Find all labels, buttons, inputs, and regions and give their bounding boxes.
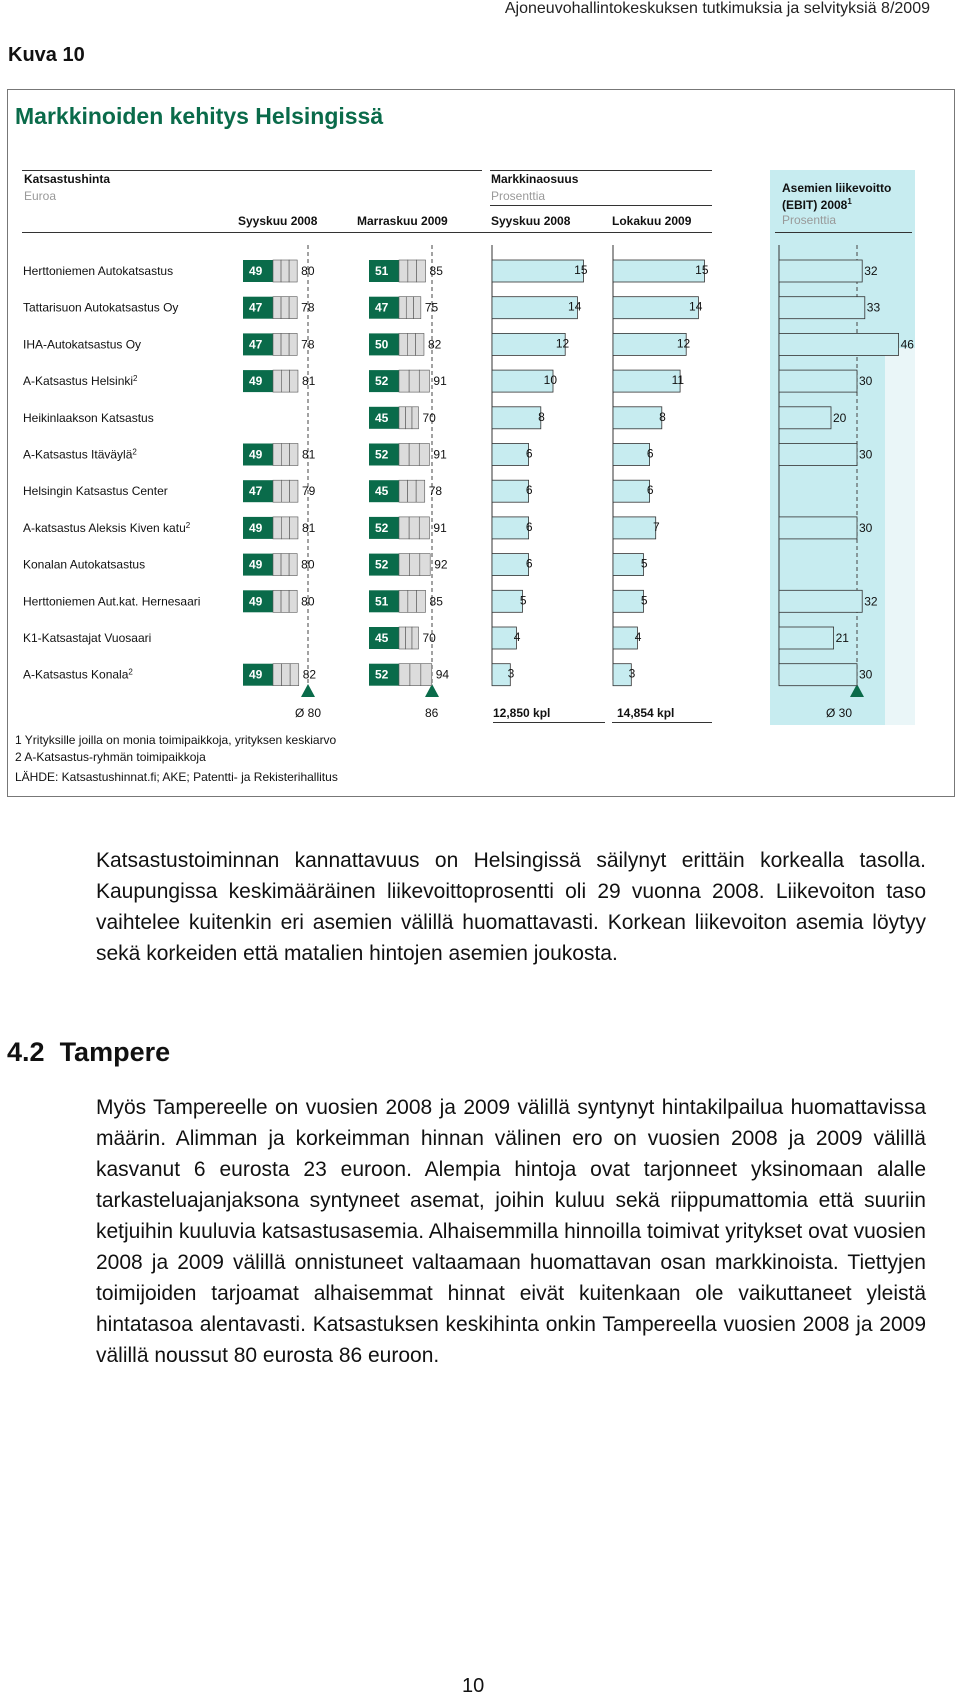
price-range-segment <box>408 480 417 502</box>
price-col1-header: Syyskuu 2008 <box>238 214 318 228</box>
avg-price-2008: Ø 80 <box>295 706 322 720</box>
price-min-label: 49 <box>249 594 263 609</box>
price-max-label: 70 <box>422 631 436 645</box>
total-share-2008: 12,850 kpl <box>493 706 551 720</box>
source-note: LÄHDE: Katsastushinnat.fi; AKE; Patentti- ja Rekisterihallitus <box>15 770 338 784</box>
share-label: 12 <box>555 336 570 351</box>
price-min-label: 49 <box>249 264 263 278</box>
share-label: 4 <box>634 630 642 644</box>
avg-ebit: Ø 30 <box>826 706 853 720</box>
price-range-segment <box>289 333 297 355</box>
share-label: 6 <box>525 519 533 534</box>
share-bar <box>613 297 698 319</box>
paragraph-2: Myös Tampereelle on vuosien 2008 ja 2009 välillä syntynyt hintakilpailua huomattavissa määrin. Alimman ja korkeimman hinnan välinen ero on vuosien 2008 ja 2009 välillä kasvanut 6 eurosta 23 euroon. Alempia hintoja ovat tarjonneet yksinomaan alalle tarkasteluajanjaksona syntyneet asemat, joihin kuluu sekä riippumattomia että suuriin ketjuihin kuuluvia katsastusasemia. Alhaisemmilla hinnoilla toimivat yritykset ovat vuosien 2008 ja 2009 välillä onnistuneet valtaamaan huomattavan osan markkinoista. Tiettyjen toimijoiden tarjoamat alhaisemmat hinnat eivät kuitenkaan ole vaikuttaneet yleistä hintatasoa alentavasti. Katsastuksen keskihinta onkin Tampereella vuosien 2008 ja 2009 välillä noussut 80 eurosta 86 euroon. <box>96 1096 926 1367</box>
share-label: 6 <box>525 483 533 498</box>
price-max-label: 70 <box>422 410 436 425</box>
price-range-segment <box>399 517 409 539</box>
footnote-1: 1 Yrityksille joilla on monia toimipaikkoja, yrityksen keskiarvo <box>15 733 337 747</box>
total-share-2009: 14,854 kpl <box>617 706 675 720</box>
ebit-bar <box>779 517 857 539</box>
price-range-segment <box>409 370 419 392</box>
rule-avg-share-1 <box>493 722 605 723</box>
price-range-segment <box>416 480 425 502</box>
ebit-label: 30 <box>859 667 873 682</box>
share-bar <box>613 333 686 355</box>
price-range-segment <box>273 444 281 466</box>
row-label: A-Katsastus Itäväylä$^2$ <box>23 447 137 462</box>
share-bar <box>613 370 680 392</box>
price-range-segment <box>399 627 406 649</box>
price-range-segment <box>407 333 415 355</box>
price-range-segment <box>273 260 281 282</box>
price-range-segment <box>281 444 289 466</box>
price-max-label: 85 <box>429 264 443 278</box>
ebit-bar <box>779 664 857 686</box>
price-range-segment <box>281 517 289 539</box>
share-group-title: Markkinaosuus <box>491 172 579 186</box>
row-label: Heikinlaakson Katsastus <box>23 410 154 425</box>
price-range-segment <box>399 554 409 576</box>
price-range-segment <box>406 627 413 649</box>
section-heading <box>7 1037 170 1068</box>
share-label: 6 <box>525 446 533 461</box>
price-range-segment <box>408 260 417 282</box>
price-range-segment <box>281 554 289 576</box>
row-label: Konalan Autokatsastus <box>23 557 146 572</box>
share-bar <box>492 444 529 466</box>
price-range-segment <box>273 297 281 319</box>
price-range-segment <box>419 370 429 392</box>
share-bar <box>613 590 644 612</box>
share-label: 11 <box>671 373 685 388</box>
price-max-label: 85 <box>429 594 443 609</box>
price-range-segment <box>399 370 409 392</box>
price-min-label: 51 <box>375 594 389 609</box>
ebit-label: 30 <box>859 374 873 389</box>
share-label: 3 <box>628 666 636 681</box>
price-range-segment <box>399 590 408 612</box>
page-header: Ajoneuvohallintokeskuksen tutkimuksia ja selvityksiä 8/2009 <box>504 0 930 17</box>
share-label: 12 <box>676 336 691 351</box>
price-range-segment <box>399 260 408 282</box>
price-range-segment <box>399 297 406 319</box>
share-bar <box>492 297 577 319</box>
row-label: Herttoniemen Autokatsastus <box>23 264 174 278</box>
price-max-label: 78 <box>301 337 315 352</box>
share-bar <box>492 517 529 539</box>
price-min-label: 45 <box>375 631 389 645</box>
price-range-segment <box>399 480 408 502</box>
price-min-label: 47 <box>249 300 263 315</box>
row-label: K1-Katsastajat Vuosaari <box>23 631 152 645</box>
price-range-segment <box>273 554 281 576</box>
price-min-label: 52 <box>375 557 389 572</box>
price-min-label: 52 <box>375 667 389 682</box>
price-group-title: Katsastushinta <box>24 172 111 186</box>
share-label: 8 <box>659 409 666 424</box>
price-range-segment <box>290 664 299 686</box>
ebit-bar <box>779 333 899 355</box>
ebit-label: 30 <box>859 520 873 535</box>
ebit-group-subtitle: Prosenttia <box>782 213 837 227</box>
section-number: 4.2 <box>7 1037 45 1067</box>
price-range-segment <box>289 297 297 319</box>
ebit-bar <box>779 627 834 649</box>
share-bar <box>613 554 644 576</box>
share-label: 7 <box>653 519 660 534</box>
ebit-group-title-1: Asemien liikevoitto <box>782 181 892 195</box>
price-range-segment <box>273 590 281 612</box>
price-min-label: 45 <box>375 484 389 499</box>
price-range-segment <box>273 480 281 502</box>
chart-title: Markkinoiden kehitys Helsingissä <box>15 103 384 129</box>
price-min-label: 49 <box>249 667 263 682</box>
price-max-label: 91 <box>433 520 447 535</box>
rule-avg-share-2 <box>612 722 712 723</box>
ebit-bar <box>779 297 865 319</box>
price-range-segment <box>290 480 298 502</box>
share-col1-header: Syyskuu 2008 <box>491 214 571 228</box>
row-label: Helsingin Katsastus Center <box>23 484 168 499</box>
ebit-label: 46 <box>900 337 914 352</box>
share-bar <box>613 517 656 539</box>
share-label: 15 <box>695 263 709 277</box>
ebit-label: 33 <box>866 300 881 315</box>
price-range-segment <box>281 590 289 612</box>
price-min-label: 52 <box>375 447 389 462</box>
share-bar <box>492 407 541 429</box>
row-label: A-Katsastus Konala$^2$ <box>23 667 133 682</box>
price-range-segment <box>410 664 421 686</box>
price-min-label: 49 <box>249 557 263 572</box>
price-min-label: 45 <box>375 410 389 425</box>
price-range-segment <box>281 297 289 319</box>
share-label: 14 <box>568 299 582 314</box>
share-label: 8 <box>538 409 545 424</box>
share-group-subtitle: Prosenttia <box>491 189 546 203</box>
price-range-segment <box>417 260 426 282</box>
price-col2-header: Marraskuu 2009 <box>357 214 448 228</box>
market-chart <box>0 0 960 800</box>
price-range-segment <box>406 297 413 319</box>
price-range-segment <box>414 297 421 319</box>
section-title: Tampere <box>59 1037 171 1067</box>
price-range-segment <box>412 627 419 649</box>
price-max-label: 92 <box>434 557 448 572</box>
price-range-segment <box>399 407 406 429</box>
price-range-segment <box>409 444 419 466</box>
price-max-label: 80 <box>301 594 315 609</box>
price-range-segment <box>273 517 281 539</box>
share-label: 10 <box>543 373 557 388</box>
price-range-segment <box>419 517 429 539</box>
share-label: 3 <box>507 666 515 681</box>
share-label: 5 <box>519 593 527 608</box>
price-min-label: 47 <box>375 300 389 315</box>
price-max-label: 91 <box>433 374 447 389</box>
share-label: 6 <box>525 556 533 571</box>
share-bar <box>492 260 584 282</box>
price-min-label: 51 <box>375 264 389 278</box>
share-label: 15 <box>574 263 588 277</box>
ebit-title-sup: 1 <box>847 197 852 206</box>
ebit-label: 32 <box>864 264 878 278</box>
ebit-label: 21 <box>835 631 849 645</box>
price-min-label: 49 <box>249 447 263 462</box>
share-bar <box>492 554 529 576</box>
avg-marker-2008 <box>301 684 315 697</box>
share-label: 6 <box>646 483 654 498</box>
price-range-segment <box>281 260 289 282</box>
ebit-bar <box>779 370 857 392</box>
share-bar <box>613 480 650 502</box>
price-range-segment <box>408 590 417 612</box>
row-label: A-katsastus Aleksis Kiven katu$^2$ <box>23 520 191 535</box>
price-range-segment <box>273 333 281 355</box>
paragraph-1: Katsastustoiminnan kannattavuus on Helsingissä säilynyt erittäin korkealla tasolla. Kaupungissa keskimääräinen liikevoittoprosentti oli 29 vuonna 2008. Liikevoiton taso vaihtelee kuitenkin eri asemien välillä huomattavasti. Korkean liikevoiton asemia löytyy sekä korkeiden että matalien hintojen asemien joukosta. <box>96 849 926 965</box>
ebit-bar <box>779 590 862 612</box>
row-label: Tattarisuon Autokatsastus Oy <box>23 300 179 315</box>
price-group-subtitle: Euroa <box>24 189 57 203</box>
price-min-label: 47 <box>249 484 263 499</box>
price-range-segment <box>281 370 289 392</box>
row-label: Herttoniemen Aut.kat. Hernesaari <box>23 594 201 609</box>
row-label: A-Katsastus Helsinki$^2$ <box>23 374 138 389</box>
share-label: 5 <box>640 556 648 571</box>
price-range-segment <box>420 554 430 576</box>
price-range-segment <box>421 664 432 686</box>
price-range-segment <box>281 480 289 502</box>
footnote-2: 2 A-Katsastus-ryhmän toimipaikkoja <box>15 750 206 764</box>
share-bar <box>613 407 662 429</box>
ebit-bar <box>779 407 831 429</box>
price-range-segment <box>399 333 407 355</box>
share-bar <box>492 590 523 612</box>
price-range-segment <box>409 554 419 576</box>
price-max-label: 78 <box>301 300 315 315</box>
price-max-label: 80 <box>301 557 315 572</box>
price-range-segment <box>290 444 298 466</box>
price-min-label: 49 <box>249 520 263 535</box>
price-min-label: 49 <box>249 374 263 389</box>
price-max-label: 81 <box>301 447 316 462</box>
avg-price-2009: 86 <box>425 706 439 720</box>
price-range-segment <box>289 260 297 282</box>
share-label: 6 <box>646 446 654 461</box>
figure-label: Kuva 10 <box>8 44 85 66</box>
price-range-segment <box>290 517 298 539</box>
price-min-label: 52 <box>375 374 389 389</box>
price-range-segment <box>290 370 298 392</box>
price-range-segment <box>282 664 291 686</box>
price-max-label: 80 <box>301 264 315 278</box>
row-label: IHA-Autokatsastus Oy <box>23 337 142 352</box>
share-bar <box>613 444 650 466</box>
price-range-segment <box>273 370 281 392</box>
ebit-label: 30 <box>859 447 873 462</box>
page-number: 10 <box>462 1675 485 1697</box>
share-bar <box>613 260 705 282</box>
price-max-label: 79 <box>301 484 316 499</box>
ebit-bar <box>779 444 857 466</box>
price-min-label: 52 <box>375 520 389 535</box>
price-range-segment <box>399 444 409 466</box>
share-label: 5 <box>640 593 648 608</box>
price-range-segment <box>417 590 426 612</box>
price-range-segment <box>409 517 419 539</box>
price-range-segment <box>399 664 410 686</box>
price-range-segment <box>289 554 297 576</box>
ebit-label: 32 <box>864 594 878 609</box>
price-max-label: 91 <box>433 447 447 462</box>
price-range-segment <box>419 444 429 466</box>
price-range-segment <box>281 333 289 355</box>
price-range-segment <box>412 407 419 429</box>
share-bar <box>492 333 565 355</box>
price-max-label: 82 <box>302 667 317 682</box>
ebit-label: 20 <box>833 410 847 425</box>
price-max-label: 81 <box>301 520 316 535</box>
share-label: 14 <box>689 299 703 314</box>
share-label: 4 <box>513 630 521 644</box>
price-max-label: 81 <box>301 374 316 389</box>
price-max-label: 78 <box>428 484 443 499</box>
price-max-label: 75 <box>424 300 439 315</box>
price-min-label: 47 <box>249 337 263 352</box>
ebit-group-title-2: (EBIT) 2008$^1$ <box>782 197 852 212</box>
price-min-label: 50 <box>375 337 389 352</box>
price-range-segment <box>406 407 413 429</box>
price-range-segment <box>289 590 297 612</box>
share-bar <box>492 480 529 502</box>
price-max-label: 82 <box>427 337 442 352</box>
price-range-segment <box>273 664 282 686</box>
ebit-bar <box>779 260 862 282</box>
share-col2-header: Lokakuu 2009 <box>612 214 692 228</box>
price-max-label: 94 <box>435 667 450 682</box>
price-range-segment <box>416 333 424 355</box>
